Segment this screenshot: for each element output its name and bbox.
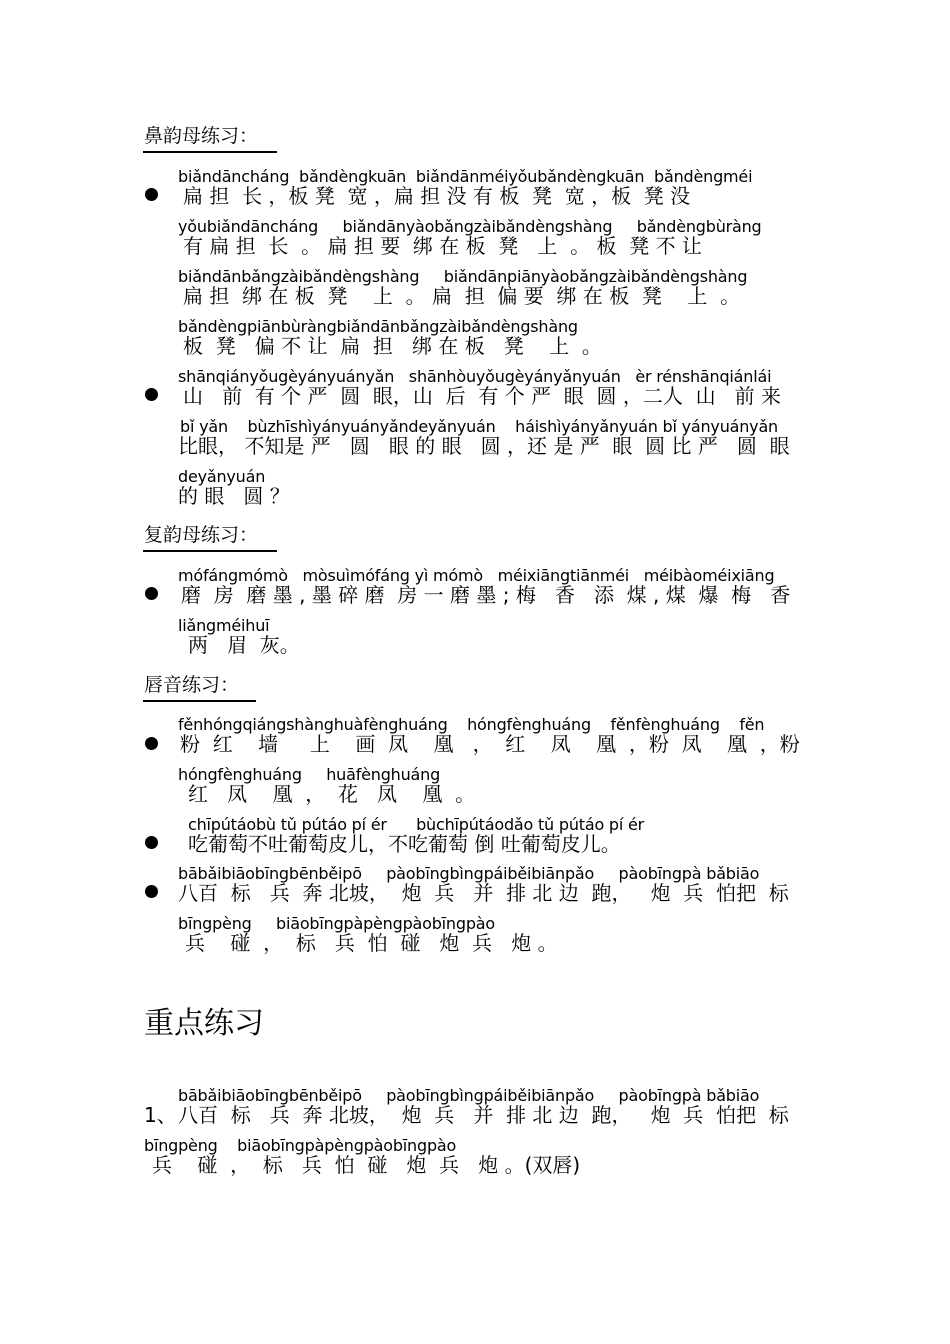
pinyin-line: deyǎnyuán: [178, 467, 266, 486]
pinyin-line: bīngpèng biāobīngpàpèngpàobīngpào: [178, 914, 495, 933]
bullet-icon: [145, 388, 158, 401]
hanzi-line: 磨 房 磨 墨 , 墨 碎 磨 房 一 磨 墨 ; 梅 香 添 煤 , 煤 爆 梅 香: [181, 583, 791, 607]
hanzi-line: 红 凤 凰 ， 花 凤 凰 。: [188, 782, 476, 806]
section-heading-labials: 唇音练习：: [144, 674, 240, 696]
bullet-icon: [145, 836, 158, 849]
heading-underline: [143, 151, 277, 153]
pinyin-line: biǎndānbǎngzàibǎndèngshàng biǎndānpiānyàobǎngzàibǎndèngshàng: [178, 267, 748, 286]
pinyin-line: mófángmómò mòsuìmófáng yì mómò méixiāngtiānméi méibàoméixiāng: [178, 566, 775, 585]
pinyin-line: bǎndèngpiānbùràngbiǎndānbǎngzàibǎndèngshàng: [178, 317, 578, 336]
pinyin-line: bābǎibiāobīngbēnběipō pàobīngbìngpáiběibiānpǎo pàobīngpà bǎbiāo: [178, 864, 760, 883]
heading-underline: [143, 700, 256, 702]
item-number: 1、: [144, 1103, 177, 1127]
pinyin-line: chīpútáobù tǔ pútáo pí ér bùchīpútáodǎo tǔ pútáo pí ér: [188, 815, 645, 834]
pinyin-line: liǎngméihuī: [178, 616, 270, 635]
pinyin-line: yǒubiǎndāncháng biǎndānyàobǎngzàibǎndèngshàng bǎndèngbùràng: [178, 217, 762, 236]
pinyin-line: biǎndāncháng bǎndèngkuān biǎndānméiyǒubǎndèngkuān bǎndèngméi: [178, 167, 753, 186]
pinyin-line: bābǎibiāobīngbēnběipō pàobīngbìngpáiběibiānpǎo pàobīngpà bǎbiāo: [178, 1086, 760, 1105]
section-heading-compound-finals: 复韵母练习：: [144, 524, 259, 546]
hanzi-line: 兵 碰 ， 标 兵 怕 碰 炮 兵 炮 。(双唇): [152, 1153, 581, 1177]
section-heading-nasal-finals: 鼻韵母练习：: [144, 125, 259, 147]
hanzi-line: 比眼， 不知是 严 圆 眼 的 眼 圆 ，还 是 严 眼 圆 比 严 圆 眼: [178, 434, 790, 458]
hanzi-line: 粉 红 墙 上 画 凤 凰 ， 红 凤 凰 ，粉 凤 凰 ，粉: [180, 732, 800, 756]
bullet-icon: [145, 188, 158, 201]
hanzi-line: 板 凳 偏 不 让 扁 担 绑 在 板 凳 上 。: [183, 334, 602, 358]
pinyin-line: bīngpèng biāobīngpàpèngpàobīngpào: [144, 1136, 457, 1155]
pinyin-line: fěnhóngqiángshànghuàfènghuáng hóngfènghuáng fěnfènghuáng fěn: [178, 715, 765, 734]
hanzi-line: 有 扁 担 长 。 扁 担 要 绑 在 板 凳 上 。 板 凳 不 让: [183, 234, 702, 258]
bullet-icon: [145, 587, 158, 600]
bullet-icon: [145, 885, 158, 898]
hanzi-line: 兵 碰 ， 标 兵 怕 碰 炮 兵 炮 。: [185, 931, 558, 955]
pinyin-line: shānqiányǒugèyányuányǎn shānhòuyǒugèyányǎnyuán èr rénshānqiánlái: [178, 367, 772, 386]
key-practice-title: 重点练习: [144, 1006, 264, 1041]
hanzi-line: 扁 担 长 ，板 凳 宽 ，扁 担 没 有 板 凳 宽 ，板 凳 没: [183, 184, 691, 208]
pinyin-line: hóngfènghuáng huāfènghuáng: [178, 765, 441, 784]
hanzi-line: 吃葡萄不吐葡萄皮儿，不吃葡萄 倒 吐葡萄皮儿。: [188, 832, 621, 856]
hanzi-line: 八百 标 兵 奔 北坡， 炮 兵 并 排 北 边 跑， 炮 兵 怕把 标: [178, 881, 789, 905]
bullet-icon: [145, 737, 158, 750]
pinyin-line: bǐ yǎn bùzhīshìyányuányǎndeyǎnyuán háishìyányǎnyuán bǐ yányuányǎn: [180, 417, 778, 436]
hanzi-line: 山 前 有 个 严 圆 眼，山 后 有 个 严 眼 圆 ，二人 山 前 来: [183, 384, 782, 408]
heading-underline: [143, 550, 277, 552]
hanzi-line: 两 眉 灰。: [188, 633, 300, 657]
hanzi-line: 八百 标 兵 奔 北坡， 炮 兵 并 排 北 边 跑， 炮 兵 怕把 标: [178, 1103, 789, 1127]
hanzi-line: 扁 担 绑 在 板 凳 上 。 扁 担 偏 要 绑 在 板 凳 上 。: [183, 284, 741, 308]
hanzi-line: 的 眼 圆 ？: [178, 484, 290, 508]
